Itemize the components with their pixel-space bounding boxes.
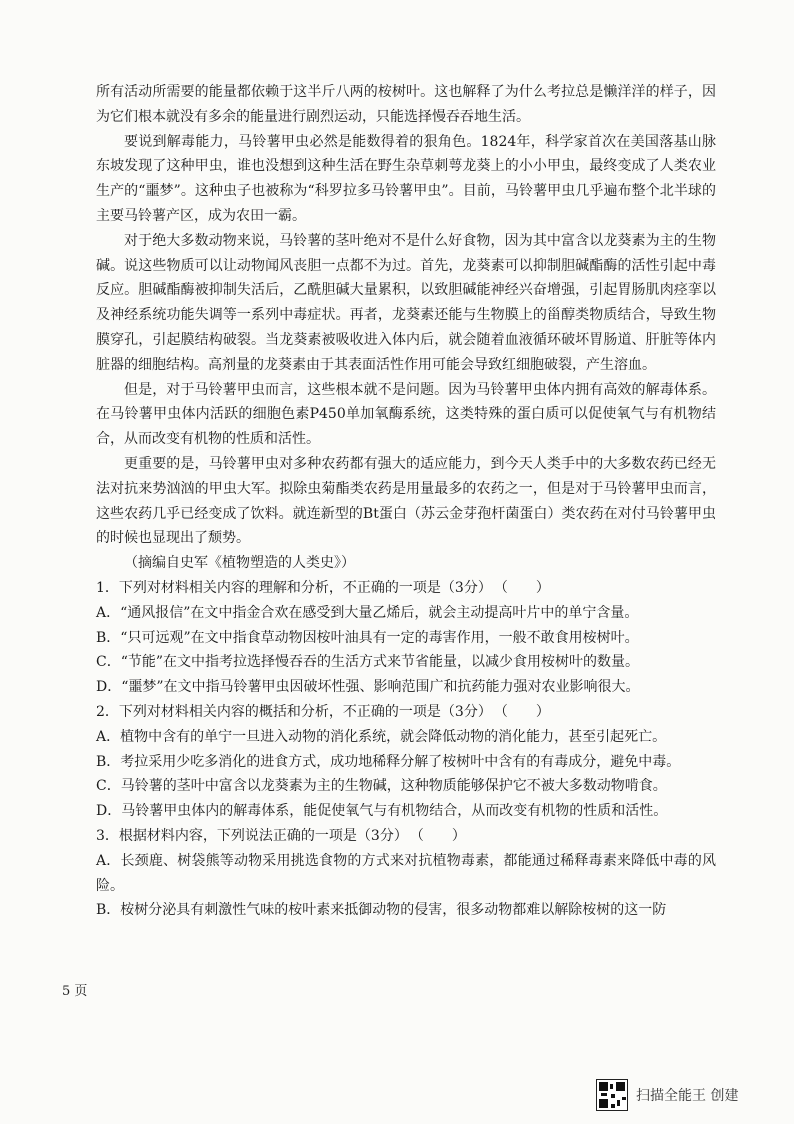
- question-stem-text: 1．下列对材料相关内容的理解和分析，不正确的一项是（3分）: [96, 579, 492, 596]
- option-b: B．考拉采用少吃多消化的进食方式，成功地稀释分解了桉树叶中含有的有毒成分，避免中毒。: [96, 753, 681, 770]
- option-c: C．马铃薯的茎叶中富含以龙葵素为主的生物碱，这种物质能够保护它不被大多数动物啃食。: [96, 778, 667, 795]
- question-2: [96, 700, 716, 824]
- page-number: 5 页: [62, 984, 88, 999]
- question-3: [96, 824, 716, 923]
- article-body: [96, 80, 716, 923]
- paragraph-4: 但是，对于马铃薯甲虫而言，这些根本就不是问题。因为马铃薯甲虫体内拥有高效的解毒体系。在马铃薯甲虫体内活跃的细胞色素P450单加氧酶系统，这类特殊的蛋白质可以促使氧气与有机物结合，从而改变有机物的性质和活性。: [96, 381, 716, 448]
- question-stem-text: 3．根据材料内容，下列说法正确的一项是（3分）: [96, 827, 408, 844]
- qr-code-icon: [596, 1079, 628, 1111]
- question-stem: [96, 824, 716, 849]
- question-stem: [96, 700, 716, 725]
- option-a: A．植物中含有的单宁一旦进入动物的消化系统，就会降低动物的消化能力，甚至引起死亡。: [96, 728, 667, 745]
- option-a: A．长颈鹿、树袋熊等动物采用挑选食物的方式来对抗植物毒素，都能通过稀释毒素来降低中毒的风险。: [96, 852, 716, 894]
- scanner-watermark: [596, 1078, 776, 1112]
- answer-paren: （ ）: [493, 703, 550, 720]
- question-stem: [96, 576, 716, 601]
- paragraph-2: 要说到解毒能力，马铃薯甲虫必然是能数得着的狠角色。1824年，科学家首次在美国落基山脉东坡发现了这种甲虫，谁也没想到这种生活在野生杂草刺萼龙葵上的小小甲虫，最终变成了人类农业生产的“噩梦”。这种虫子也被称为“科罗拉多马铃薯甲虫”。目前，马铃薯甲虫几乎遍布整个北半球的主要马铃薯产区，成为农田一霸。: [96, 133, 716, 224]
- paragraph-5: 更重要的是，马铃薯甲虫对多种农药都有强大的适应能力，到今天人类手中的大多数农药已经无法对抗来势汹汹的甲虫大军。拟除虫菊酯类农药是用量最多的农药之一，但是对于马铃薯甲虫而言，这些农药几乎已经变成了饮料。就连新型的Bt蛋白（苏云金芽孢杆菌蛋白）类农药在对付马铃薯甲虫的时候也显现出了颓势。: [96, 455, 716, 547]
- option-b: B．桉树分泌具有刺激性气味的桉叶素来抵御动物的侵害，很多动物都难以解除桉树的这一防: [96, 902, 667, 919]
- option-d: D．马铃薯甲虫体内的解毒体系，能促使氧气与有机物结合，从而改变有机物的性质和活性。: [96, 803, 668, 820]
- question-1: [96, 576, 716, 700]
- option-a: A．“通风报信”在文中指金合欢在感受到大量乙烯后，就会主动提高叶片中的单宁含量。: [96, 604, 639, 621]
- watermark-text: 扫描全能王 创建: [636, 1088, 739, 1104]
- answer-paren: （ ）: [493, 579, 550, 596]
- source-citation: （摘编自史军《植物塑造的人类史》）: [124, 555, 355, 572]
- paragraph-1: 所有活动所需要的能量都依赖于这半斤八两的桉树叶。这也解释了为什么考拉总是懒洋洋的样子，因为它们根本就没有多余的能量进行剧烈运动，只能选择慢吞吞地生活。: [96, 84, 716, 125]
- answer-paren: （ ）: [409, 827, 466, 844]
- option-c: C．“节能”在文中指考拉选择慢吞吞的生活方式来节省能量，以减少食用桉树叶的数量。: [96, 654, 640, 671]
- option-b: B．“只可远观”在文中指食草动物因桉叶油具有一定的毒害作用，一般不敢食用桉树叶。: [96, 629, 639, 646]
- option-d: D．“噩梦”在文中指马铃薯甲虫因破坏性强、影响范围广和抗药能力强对农业影响很大。: [96, 679, 640, 696]
- question-stem-text: 2．下列对材料相关内容的概括和分析，不正确的一项是（3分）: [96, 703, 492, 720]
- paragraph-3: 对于绝大多数动物来说，马铃薯的茎叶绝对不是什么好食物，因为其中富含以龙葵素为主的生物碱。说这些物质可以让动物闻风丧胆一点都不为过。首先，龙葵素可以抑制胆碱酯酶的活性引起中毒反应。胆碱酯酶被抑制失活后，乙酰胆碱大量累积，以致胆碱能神经兴奋增强，引起胃肠肌肉痉挛以及神经系统功能失调等一系列中毒症状。再者，龙葵素还能与生物膜上的甾醇类物质结合，导致生物膜穿孔，引起膜结构破裂。当龙葵素被吸收进入体内后，就会随着血液循环破坏胃肠道、肝脏等体内脏器的细胞结构。高剂量的龙葵素由于其表面活性作用可能会导致红细胞破裂，产生溶血。: [96, 232, 716, 373]
